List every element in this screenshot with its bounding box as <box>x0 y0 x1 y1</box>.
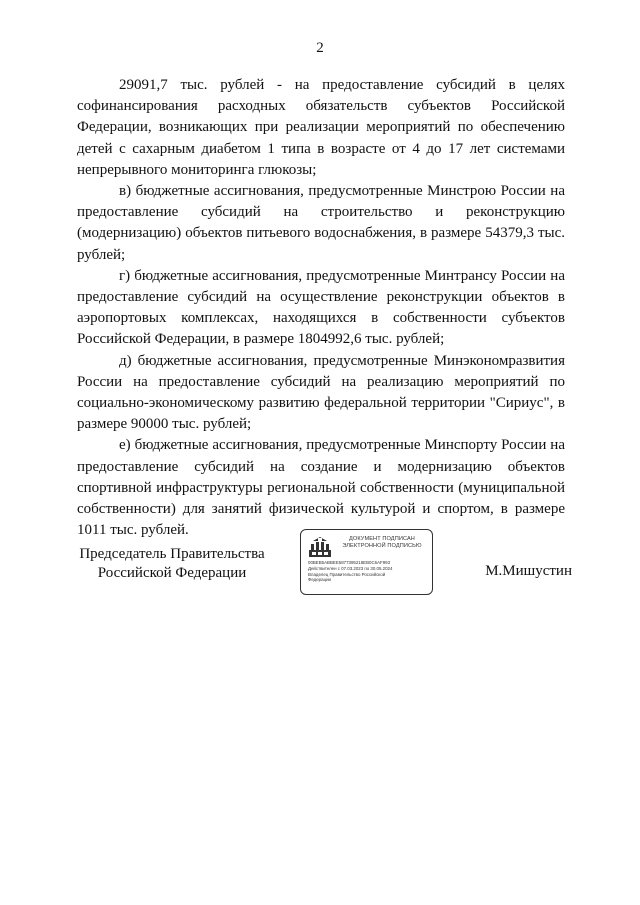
stamp-details <box>308 560 432 583</box>
stamp-title-line1: ДОКУМЕНТ ПОДПИСАН <box>349 536 415 542</box>
stamp-certificate: 00BEB5ABBEE5877395218EB0C6AF993 <box>308 560 391 565</box>
signatory-position-line2: Российской Федерации <box>97 565 247 581</box>
signatory-position <box>62 545 282 583</box>
state-emblem-icon <box>306 535 334 559</box>
document-body <box>77 75 565 541</box>
paragraph-mintrans: г) бюджетные ассигнования, предусмотренные Минтрансу России на предоставление субсидий на осуществление реконструкции объектов в аэропортовых комплексах, находящихся в собственности субъектов Российской Федерации, в размере 1804992,6 тыс. рублей; <box>77 267 565 348</box>
paragraph-minstroy: в) бюджетные ассигнования, предусмотренные Минстрою России на предоставление субсидий на строительство и реконструкцию (модернизацию) объектов питьевого водоснабжения, в размере 54379,3 тыс. рублей; <box>77 183 565 263</box>
paragraph-glucose-monitoring: 29091,7 тыс. рублей - на предоставление субсидий в целях софинансирования расходных обязательств субъектов Российской Федерации, возникающих при реализации мероприятий по обеспечению детей с сахарным диабетом 1 типа в возрасте от 4 до 17 лет системами непрерывного мониторинга глюкозы; <box>77 77 565 178</box>
stamp-validity: Действителен с 07.03.2023 по 30.05.2024 <box>308 565 393 571</box>
electronic-signature-stamp <box>300 529 433 595</box>
paragraph-mineconomrazvitiya: д) бюджетные ассигнования, предусмотренные Минэкономразвития России на предоставление субсидий на реализацию мероприятий по социально-экономическому развитию федеральной территории "Сириус", в размере 90000 тыс. рублей; <box>77 352 565 433</box>
stamp-owner-line1: Владелец Правительство Российской <box>308 571 386 577</box>
stamp-title <box>333 536 431 549</box>
paragraph-minsport: е) бюджетные ассигнования, предусмотренные Минспорту России на предоставление субсидий на создание и модернизацию объектов спортивной инфраструктуры региональной собственности (муниципальной собственности) для занятий физической культурой и спортом, в размере 1011 тыс. рублей. <box>77 437 565 539</box>
stamp-owner-line2: Федерации <box>308 577 331 583</box>
stamp-title-line2: ЭЛЕКТРОННОЙ ПОДПИСЬЮ <box>342 542 422 549</box>
signatory-name: М.Мишустин <box>485 563 572 579</box>
page-number: 2 <box>316 40 324 56</box>
signatory-position-line1: Председатель Правительства <box>79 546 265 562</box>
